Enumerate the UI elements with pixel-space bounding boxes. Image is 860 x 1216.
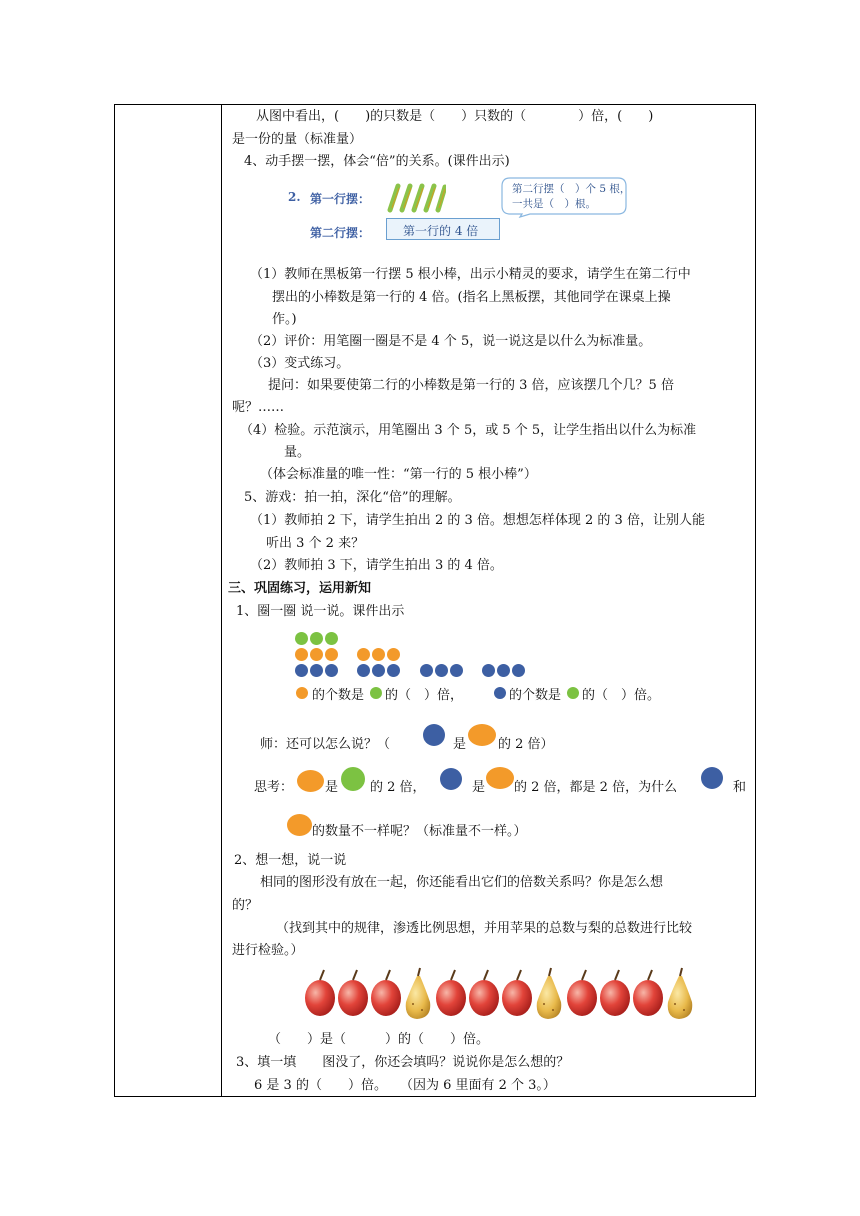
orange-dot	[296, 687, 308, 699]
fruit-row	[302, 966, 702, 1022]
bubble-text-1: 第二行摆（ ）个 5 根，	[512, 183, 631, 195]
text-line: 作。)	[272, 312, 297, 327]
green-dot	[370, 687, 382, 699]
text-line: 的数量不一样呢？（标准量不一样。）	[312, 824, 527, 839]
orange-circle-icon	[468, 724, 496, 746]
orange-dot	[295, 648, 308, 661]
text-line: 和	[733, 780, 747, 795]
section-heading: 三、巩固练习，运用新知	[228, 581, 372, 596]
text-line: （4）检验。示范演示，用笔圈出 3 个 5，或 5 个 5，让学生指出以什么为标准	[240, 423, 697, 438]
text-line: 的 2 倍，	[370, 780, 426, 795]
dots-caption: 的个数是	[312, 688, 365, 703]
text-line: （1）教师在黑板第一行摆 5 根小棒，出示小精灵的要求，请学生在第二行中	[250, 267, 691, 282]
blue-dot	[497, 664, 510, 677]
blue-dot	[450, 664, 463, 677]
text-line: 相同的图形没有放在一起，你还能看出它们的倍数关系吗？你是怎么想	[260, 875, 664, 890]
green-dot	[567, 687, 579, 699]
blue-dot	[482, 664, 495, 677]
row2-label: 第二行摆：	[310, 226, 371, 240]
lesson-table	[114, 104, 756, 1097]
orange-dot	[325, 648, 338, 661]
apple-icon	[633, 970, 663, 1016]
apple-icon	[338, 970, 368, 1016]
dots-caption: 的（ ）倍，	[385, 688, 464, 703]
text-line: 的 2 倍，都是 2 倍，为什么	[514, 780, 678, 795]
sticks-icon	[384, 183, 446, 213]
bubble-text-2: 一共是（ ）根。	[512, 198, 596, 210]
text-line: （2）评价：用笔圈一圈是不是 4 个 5，说一说这是以什么为标准量。	[250, 334, 652, 349]
text-line: 是	[325, 780, 339, 795]
answer-box	[386, 218, 500, 240]
text-line: （3）变式练习。	[250, 356, 350, 371]
text-line: 思考：	[254, 780, 294, 795]
text-line: 量。	[284, 445, 311, 460]
text-line: 摆出的小棒数是第一行的 4 倍。(指名上黑板摆，其他同学在课桌上操	[272, 290, 671, 305]
text-line: 是一份的量（标准量）	[232, 132, 363, 147]
apple-icon	[436, 970, 466, 1016]
orange-dot	[310, 648, 323, 661]
apple-icon	[567, 970, 597, 1016]
text-line: 听出 3 个 2 来？	[266, 536, 365, 551]
text-line: 5、游戏：拍一拍，深化“倍”的理解。	[244, 490, 461, 505]
blue-dot	[512, 664, 525, 677]
dots-caption: 的（ ）倍。	[582, 688, 661, 703]
pear-icon	[406, 968, 431, 1019]
figure-number: 2.	[288, 190, 301, 204]
blue-circle-icon	[423, 724, 445, 746]
text-line: （体会标准量的唯一性：“第一行的 5 根小棒”）	[260, 467, 537, 482]
blue-circle-icon	[701, 767, 723, 789]
text-line: 的？	[232, 898, 259, 913]
text-line: 呢？……	[232, 400, 285, 415]
text-line: 6 是 3 的（ ）倍。 （因为 6 里面有 2 个 3。）	[254, 1078, 556, 1093]
orange-dot	[357, 648, 370, 661]
column-divider	[221, 105, 222, 1096]
answer-box-text: 第一行的 4 倍	[403, 224, 479, 238]
orange-dot	[387, 648, 400, 661]
blue-dot	[372, 664, 385, 677]
text-line: （2）教师拍 3 下，请学生拍出 3 的 4 倍。	[250, 558, 503, 573]
text-line: （找到其中的规律，渗透比例思想，并用苹果的总数与梨的总数进行比较	[276, 921, 693, 936]
text-line: 师：还可以怎么说？（	[260, 737, 391, 752]
blue-dot	[357, 664, 370, 677]
text-line: 1、圈一圈 说一说。课件出示	[236, 604, 405, 619]
apple-icon	[600, 970, 630, 1016]
apple-icon	[469, 970, 499, 1016]
text-line: 4、动手摆一摆，体会“倍”的关系。(课件出示)	[244, 154, 510, 169]
blue-dot	[325, 664, 338, 677]
dots-caption: 的个数是	[509, 688, 562, 703]
pear-icon	[668, 968, 693, 1019]
blue-dot	[310, 664, 323, 677]
text-line: （ ）是（ ）的（ ）倍。	[268, 1032, 490, 1047]
blue-dot	[494, 687, 506, 699]
text-line: 进行检验。）	[232, 943, 304, 958]
text-line: 是	[472, 780, 486, 795]
blue-circle-icon	[440, 768, 462, 790]
blue-dot	[420, 664, 433, 677]
orange-circle-icon	[287, 814, 312, 836]
green-circle-icon	[341, 767, 365, 791]
green-dot	[295, 632, 308, 645]
text-line: 提问：如果要使第二行的小棒数是第一行的 3 倍，应该摆几个几？5 倍	[268, 378, 674, 393]
text-line: 的 2 倍）	[498, 737, 554, 752]
blue-dot	[387, 664, 400, 677]
apple-icon	[305, 970, 335, 1016]
apple-icon	[371, 970, 401, 1016]
text-line: （1）教师拍 2 下，请学生拍出 2 的 3 倍。想想怎样体现 2 的 3 倍，让别人能	[250, 513, 705, 528]
text-line: 3、填一填 图没了，你还会填吗？说说你是怎么想的？	[236, 1055, 570, 1070]
text-line: 2、想一想，说一说	[234, 853, 347, 868]
apple-icon	[502, 970, 532, 1016]
orange-circle-icon	[486, 767, 514, 789]
orange-circle-icon	[297, 770, 324, 792]
row1-label: 第一行摆：	[310, 192, 371, 206]
green-dot	[310, 632, 323, 645]
text-line: 从图中看出，( )的只数是（ ）只数的（ ）倍，( )	[256, 109, 654, 124]
orange-dot	[372, 648, 385, 661]
blue-dot	[435, 664, 448, 677]
pear-icon	[537, 968, 562, 1019]
green-dot	[325, 632, 338, 645]
text-line: 是	[453, 737, 467, 752]
blue-dot	[295, 664, 308, 677]
